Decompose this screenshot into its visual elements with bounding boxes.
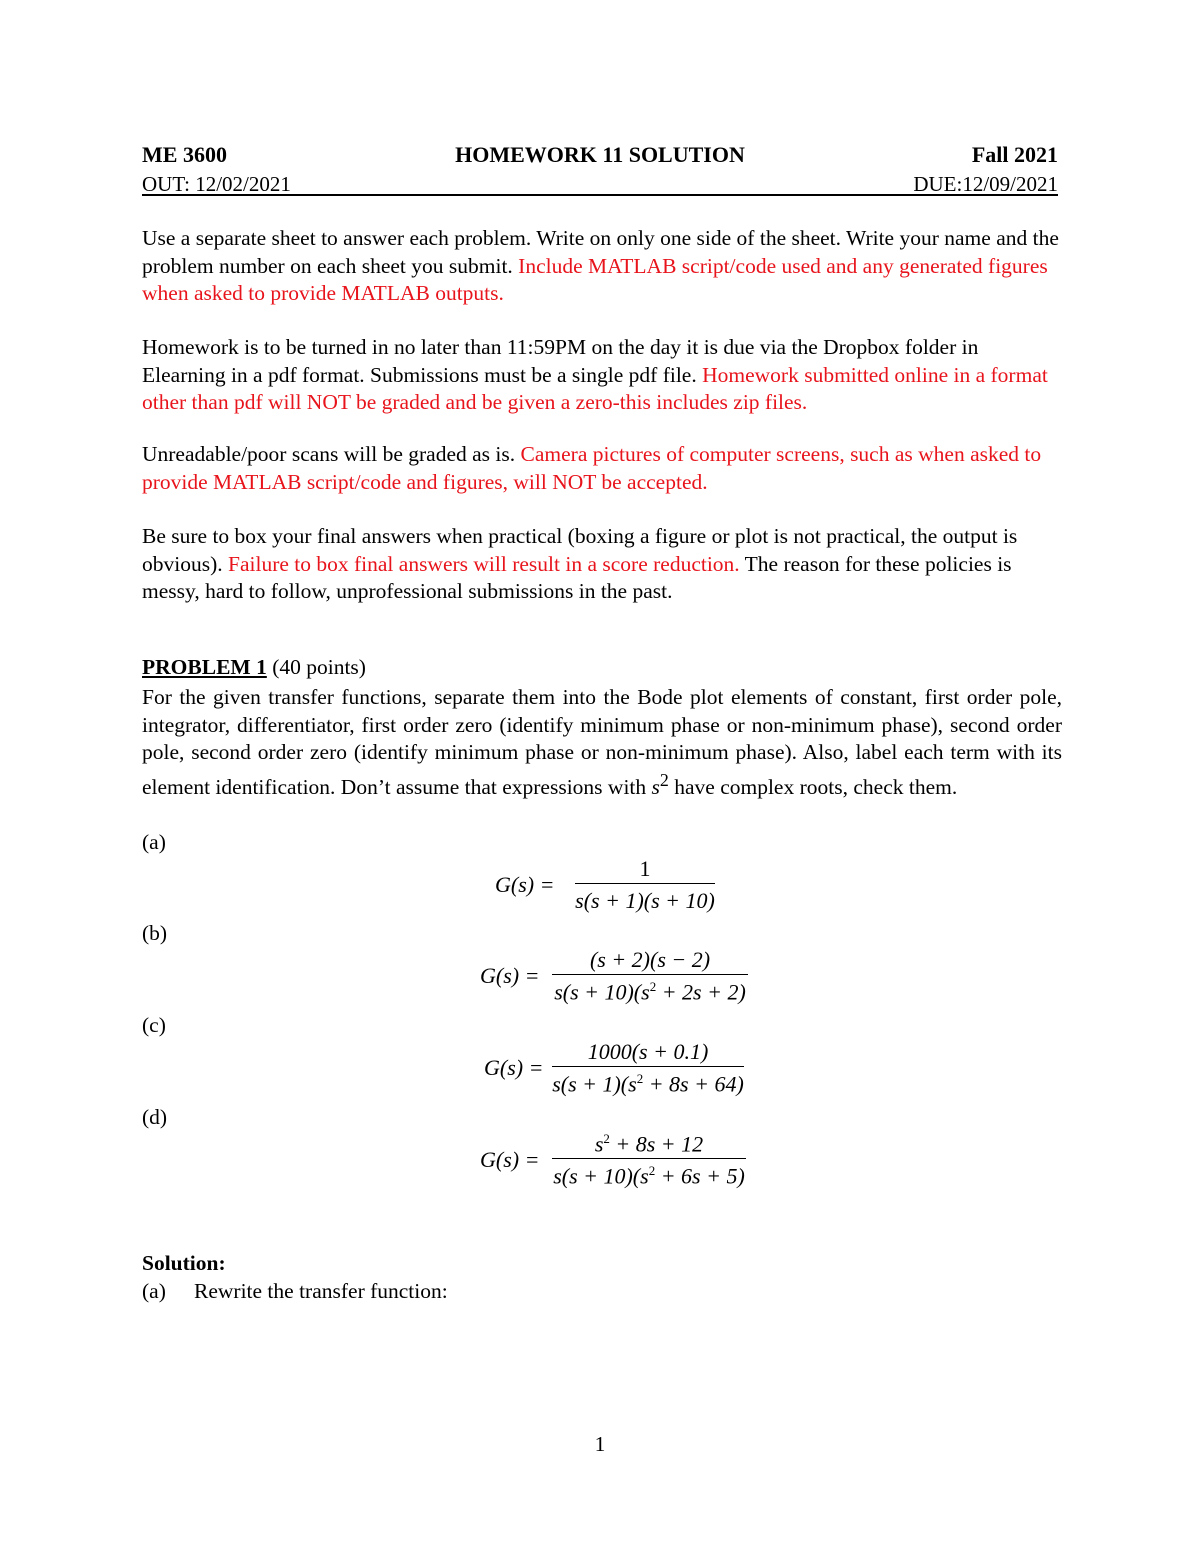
instruction-paragraph-4: Be sure to box your final answers when practical (boxing a figure or plot is not practical, the output is obvious). Failure to box final answers will result in a score reduction. The reason for these policies is messy, hard to follow, unprofessional submissions in the past. xyxy=(142,524,1018,603)
solution-part-a: (a) Rewrite the transfer function: xyxy=(142,1279,448,1303)
page-number: 1 xyxy=(594,1432,606,1456)
numerator: $s^2 + 8s + 12$ xyxy=(594,1131,704,1157)
numerator: 1000(s + 0.1) xyxy=(587,1039,709,1064)
part-b-label: (b) xyxy=(142,921,168,945)
fraction-bar xyxy=(552,1158,746,1159)
equation-lhs: G(s) = xyxy=(480,963,540,988)
solution-heading: Solution: xyxy=(142,1251,226,1275)
fraction xyxy=(552,1131,746,1191)
out-date: OUT: 12/02/2021 xyxy=(142,172,291,196)
course-code: ME 3600 xyxy=(142,142,227,167)
fraction xyxy=(552,947,748,1007)
fraction xyxy=(552,1039,744,1099)
denominator: $s(s + 10)(s^2 + 2s + 2)$ xyxy=(554,979,746,1005)
problem-1-statement: For the given transfer functions, separate them into the Bode plot elements of constant, first order pole, integrator, differentiator, first order zero (identify minimum phase or non-minimum phase), second order pole, second order zero (identify minimum phase or non-minimum phase). Also, label each term with its element identification. Don’t assume that expressions with $s^2$ have complex roots, check them. xyxy=(142,685,1062,799)
fraction xyxy=(575,856,715,916)
fraction-bar xyxy=(552,974,748,975)
instruction-paragraph-3: Unreadable/poor scans will be graded as is. Camera pictures of computer screens, such as when asked to provide MATLAB script/code and figures, will NOT be accepted. xyxy=(142,442,1042,494)
numerator: (s + 2)(s − 2) xyxy=(589,947,711,972)
denominator: $s(s + 1)(s^2 + 8s + 64)$ xyxy=(552,1071,744,1097)
due-date: DUE:12/09/2021 xyxy=(913,172,1058,196)
denominator: s(s + 1)(s + 10) xyxy=(575,888,715,913)
part-a-label: (a) xyxy=(142,830,166,854)
part-d-label: (d) xyxy=(142,1105,168,1129)
equation-lhs: G(s) = xyxy=(495,872,555,897)
part-c-label: (c) xyxy=(142,1013,166,1037)
equation-lhs: G(s) = xyxy=(480,1147,540,1172)
numerator: 1 xyxy=(639,856,651,881)
header-row xyxy=(142,142,1058,170)
fraction-bar xyxy=(575,883,715,884)
equation-lhs: G(s) = xyxy=(484,1055,544,1080)
instruction-paragraph-2: Homework is to be turned in no later than 11:59PM on the day it is due via the Dropbox folder in Elearning in a pdf format. Submissions must be a single pdf file. Homework submitted online in a format other than pdf will NOT be graded and be given a zero-this includes zip files. xyxy=(142,335,1048,414)
term: Fall 2021 xyxy=(971,142,1058,167)
fraction-bar xyxy=(552,1066,744,1067)
dates-row xyxy=(142,172,1058,196)
instruction-paragraph-1: Use a separate sheet to answer each problem. Write on only one side of the sheet. Write your name and the problem number on each sheet you submit. Include MATLAB script/code used and any generated figures when asked to provide MATLAB outputs. xyxy=(142,226,1059,305)
problem-1-heading: PROBLEM 1 (40 points) xyxy=(142,655,366,679)
denominator: $s(s + 10)(s^2 + 6s + 5)$ xyxy=(553,1163,745,1189)
document-title: HOMEWORK 11 SOLUTION xyxy=(455,142,745,167)
